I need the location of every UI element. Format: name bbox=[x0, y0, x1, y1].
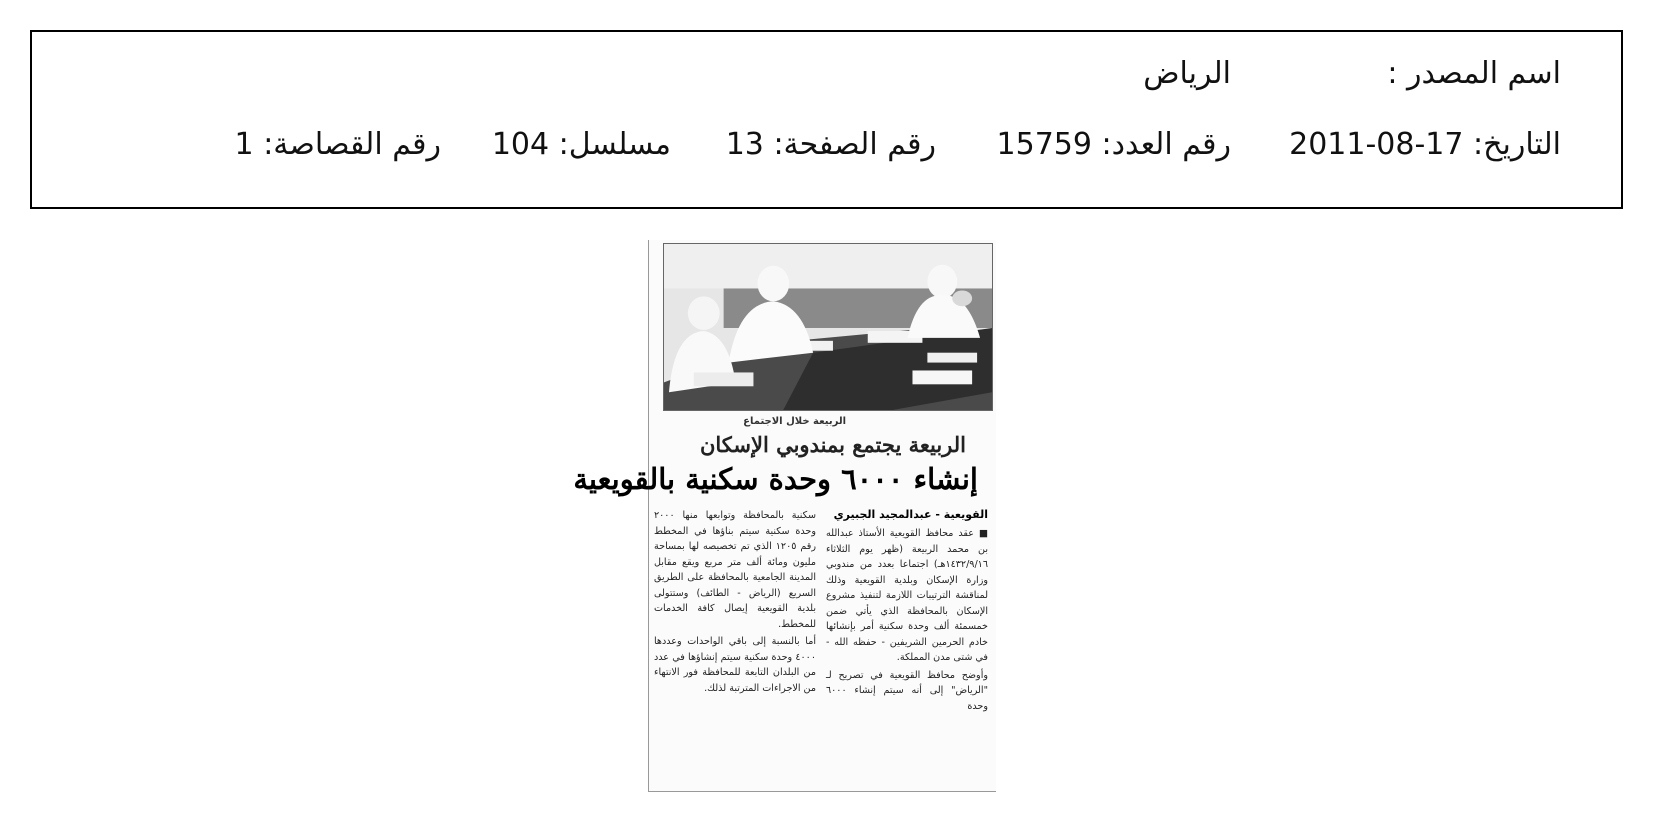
clip-value: 1 bbox=[234, 127, 254, 162]
headline: إنشاء ٦٠٠٠ وحدة سكنية بالقويعية bbox=[573, 462, 978, 496]
paragraph: سكنية بالمحافظة وتوابعها منها ٢٠٠٠ وحدة سكنية سيتم بناؤها في المخطط رقم ١٢٠٥ الذي تم تخصيصه لها بمساحة مليون ومائة ألف متر مربع ويقع مقابل المدينة الجامعية بالمحافظة على الطريق السريع (الرياض - الطائف) وستتولى بلدية القويعية إيصال كافة الخدمات للمخطط. bbox=[654, 510, 816, 630]
serial-field bbox=[492, 125, 671, 165]
source-value: الرياض bbox=[1143, 56, 1231, 91]
date-label: التاريخ: bbox=[1473, 127, 1561, 162]
details-row bbox=[92, 125, 1561, 165]
issue-value: 15759 bbox=[996, 127, 1092, 162]
date-value: 2011-08-17 bbox=[1289, 127, 1464, 162]
page-label: رقم الصفحة: bbox=[773, 127, 936, 162]
metadata-box bbox=[30, 30, 1623, 209]
clip-field bbox=[235, 125, 441, 165]
source-label: اسم المصدر : bbox=[1387, 56, 1561, 91]
page-field bbox=[726, 125, 936, 165]
issue-label: رقم العدد: bbox=[1101, 127, 1231, 162]
meeting-photo-illustration bbox=[664, 244, 992, 410]
article-column-left bbox=[654, 508, 816, 698]
serial-value: 104 bbox=[491, 127, 550, 162]
meeting-photo bbox=[663, 243, 993, 411]
article-column-right bbox=[826, 526, 988, 716]
serial-label: مسلسل: bbox=[558, 127, 671, 162]
newspaper-clipping bbox=[573, 240, 996, 792]
source-row bbox=[92, 54, 1561, 94]
sub-headline: الربيعة يجتمع بمندوبي الإسكان bbox=[699, 432, 966, 457]
page-value: 13 bbox=[725, 127, 764, 162]
paragraph: أما بالنسبة إلى باقي الواحدات وعددها ٤٠٠٠ وحدة سكنية سيتم إنشاؤها في عدد من البلدان التابعة للمحافظة فور الانتهاء من الاجراءات المترتبة لذلك. bbox=[654, 636, 816, 694]
date-field bbox=[1289, 125, 1561, 165]
paragraph: وأوضح محافظ القويعية في تصريح لـ "الرياض" إلى أنه سيتم إنشاء ٦٠٠٠ وحدة bbox=[826, 669, 988, 712]
paragraph: ■ عقد محافظ القويعية الأستاذ عبدالله بن محمد الربيعة (ظهر يوم الثلاثاء ١٤٣٢/٩/١٦هـ) اجتماعا بعدد من مندوبي وزارة الإسكان وبلدية القويعية وذلك لمناقشة الترتيبات اللازمة لتنفيذ مشروع الإسكان بالمحافظة الذي يأتي ضمن خمسمئة ألف وحدة سكنية أمر بإنشائها خادم الحرمين الشريفين - حفظه الله - في شتى مدن المملكة. bbox=[826, 528, 988, 663]
issue-field bbox=[997, 125, 1231, 165]
byline: القويعية - عبدالمجيد الجبيري bbox=[833, 508, 988, 521]
clip-label: رقم القصاصة: bbox=[263, 127, 441, 162]
photo-caption: الربيعة خلال الاجتماع bbox=[743, 416, 846, 427]
